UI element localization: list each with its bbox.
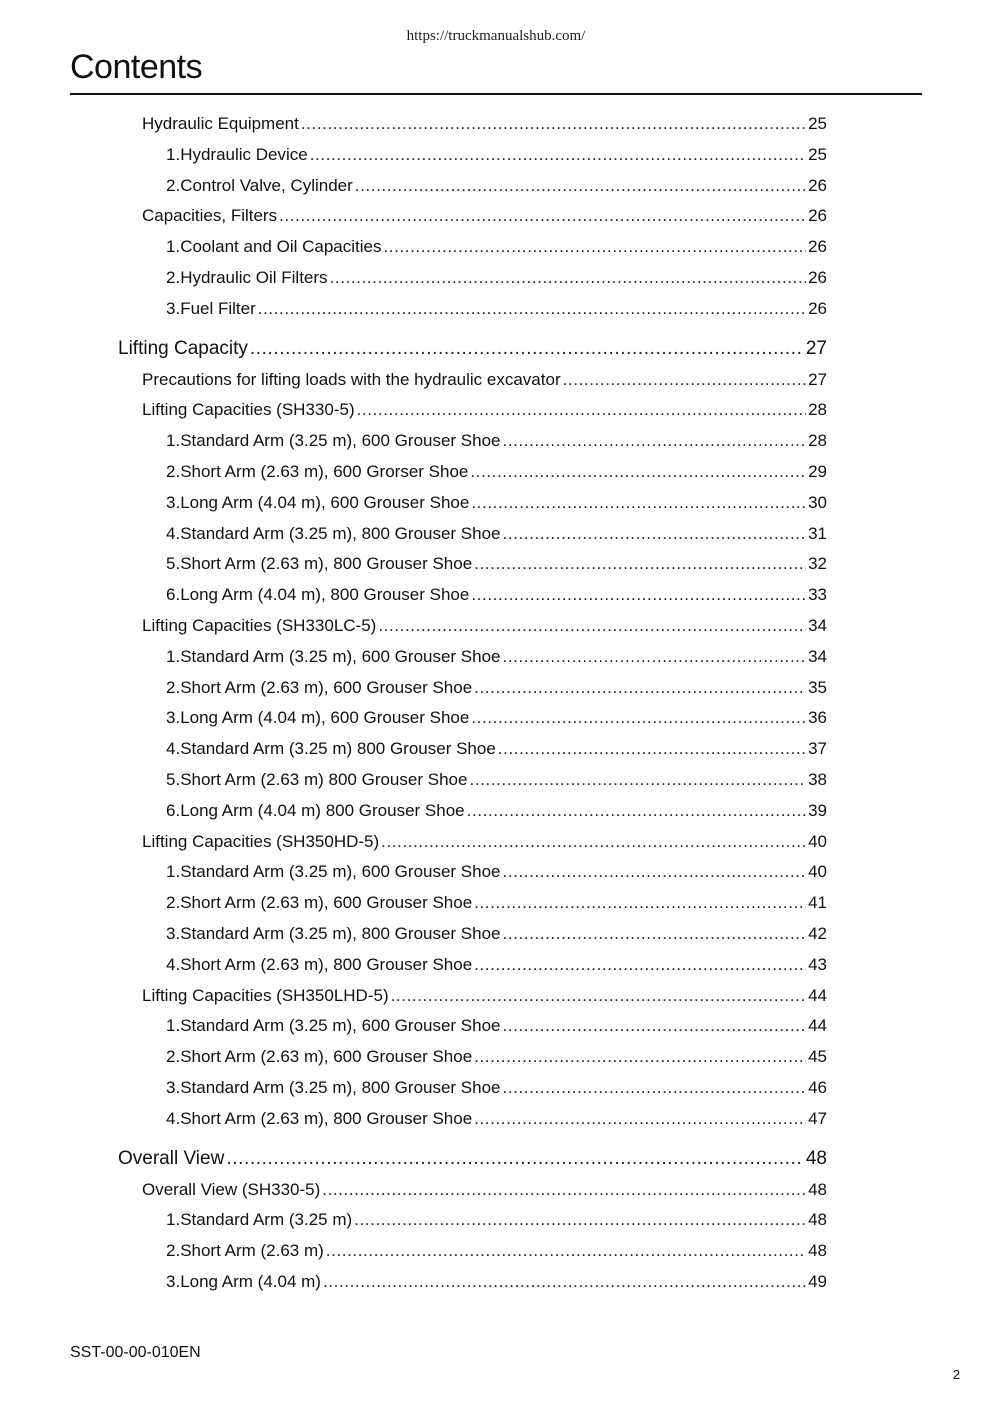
toc-entry-page: 25	[808, 114, 827, 133]
toc-entry[interactable]	[166, 1109, 827, 1129]
toc-entry-title: Standard Arm (3.25 m)	[180, 1210, 353, 1230]
toc-entry-number: 3.	[166, 492, 181, 512]
toc-entry[interactable]	[166, 524, 827, 544]
toc-entry-title: Long Arm (4.04 m)	[180, 1272, 321, 1291]
toc-entry-number: 6.	[166, 585, 181, 605]
toc-entry-title: Standard Arm (3.25 m), 600 Grouser Shoe	[180, 431, 501, 451]
toc-entry-title: Lifting Capacities (SH350LHD-5)	[142, 985, 389, 1005]
toc-entry-page: 33	[808, 585, 827, 605]
toc-entry-page: 49	[808, 1272, 827, 1291]
toc-entry-title: Lifting Capacities (SH350HD-5)	[142, 831, 380, 851]
toc-dot-leader	[471, 708, 806, 728]
toc-entry[interactable]	[166, 1272, 827, 1292]
toc-entry-page: 25	[808, 144, 827, 164]
toc-entry-number: 2.	[166, 268, 181, 287]
toc-entry-title: Standard Arm (3.25 m), 800 Grouser Shoe	[180, 1078, 501, 1097]
toc-entry-number: 3.	[166, 708, 181, 728]
toc-entry-number: 4.	[166, 523, 181, 543]
toc-entry-title: Long Arm (4.04 m), 600 Grouser Shoe	[180, 492, 470, 512]
toc-entry-page: 26	[808, 206, 827, 226]
toc-dot-leader	[258, 299, 806, 319]
toc-dot-leader	[469, 770, 806, 790]
toc-entry-page: 34	[808, 616, 827, 635]
toc-entry-title: Short Arm (2.63 m), 800 Grouser Shoe	[180, 1108, 473, 1128]
toc-entry-title: Hydraulic Equipment	[142, 114, 299, 133]
toc-entry-page: 48	[808, 1210, 827, 1230]
toc-entry-page: 47	[808, 1108, 827, 1128]
toc-entry-page: 30	[808, 492, 827, 512]
toc-entry-number: 3.	[166, 1272, 181, 1291]
document-id: SST-00-00-010EN	[70, 1344, 201, 1361]
toc-entry-page: 26	[808, 237, 827, 257]
toc-entry-number: 5.	[166, 770, 181, 789]
toc-entry-page: 35	[808, 677, 827, 697]
toc-dot-leader	[322, 1180, 806, 1200]
toc-entry[interactable]	[166, 955, 827, 975]
toc-entry[interactable]	[166, 493, 827, 513]
toc-entry-number: 3.	[166, 1078, 181, 1097]
toc-entry-page: 40	[808, 862, 827, 882]
toc-entry-number: 1.	[166, 431, 181, 451]
toc-entry[interactable]	[166, 299, 827, 319]
toc-entry-page: 44	[808, 1016, 827, 1036]
toc-dot-leader	[470, 462, 806, 482]
toc-entry[interactable]	[166, 268, 827, 288]
toc-entry-title: Overall View (SH330-5)	[142, 1179, 321, 1199]
toc-entry-page: 44	[808, 985, 827, 1005]
toc-entry-title: Short Arm (2.63 m), 600 Grouser Shoe	[180, 893, 473, 913]
toc-entry-title: Long Arm (4.04 m), 600 Grouser Shoe	[180, 708, 470, 728]
toc-entry[interactable]	[166, 176, 827, 196]
toc-entry[interactable]	[166, 924, 827, 944]
toc-entry-title: Hydraulic Device	[180, 144, 308, 164]
toc-dot-leader	[474, 554, 806, 574]
toc-entry-number: 5.	[166, 554, 181, 574]
toc-entry-page: 28	[808, 431, 827, 451]
toc-dot-leader	[471, 585, 806, 605]
toc-entry-title: Capacities, Filters	[142, 206, 278, 226]
toc-dot-leader	[323, 1272, 806, 1292]
toc-entry-title: Long Arm (4.04 m), 800 Grouser Shoe	[180, 585, 470, 605]
toc-entry-number: 1.	[166, 646, 181, 666]
toc-dot-leader	[474, 893, 806, 913]
toc-entry-page: 32	[808, 554, 827, 574]
toc-entry-number: 1.	[166, 144, 181, 164]
toc-entry[interactable]	[166, 1078, 827, 1098]
toc-entry[interactable]	[166, 1016, 827, 1036]
toc-entry-page: 29	[808, 462, 827, 481]
toc-entry-title: Short Arm (2.63 m), 600 Grorser Shoe	[180, 462, 469, 481]
toc-entry-number: 2.	[166, 677, 181, 697]
toc-entry-title: Short Arm (2.63 m)	[180, 1241, 324, 1261]
toc-entry-number: 2.	[166, 1241, 181, 1261]
toc-dot-leader	[471, 493, 806, 513]
toc-entry-number: 6.	[166, 800, 181, 820]
toc-entry-page: 43	[808, 954, 827, 974]
toc-entry-number: 1.	[166, 237, 181, 257]
toc-dot-leader	[310, 145, 806, 165]
toc-entry[interactable]	[142, 616, 827, 636]
toc-dot-leader	[279, 206, 806, 226]
header-url: https://truckmanualshub.com/	[406, 28, 586, 44]
toc-dot-leader	[503, 1078, 807, 1098]
toc-entry-title: Lifting Capacities (SH330LC-5)	[142, 616, 377, 635]
toc-entry[interactable]	[118, 338, 827, 360]
toc-dot-leader	[503, 647, 807, 667]
toc-entry[interactable]	[166, 893, 827, 913]
toc-dot-leader	[503, 524, 807, 544]
toc-entry-number: 2.	[166, 462, 181, 481]
toc-entry-page: 42	[808, 924, 827, 943]
toc-entry-page: 48	[805, 1147, 827, 1169]
toc-entry-title: Long Arm (4.04 m) 800 Grouser Shoe	[180, 800, 465, 820]
toc-entry-page: 41	[808, 893, 827, 913]
toc-entry-number: 1.	[166, 862, 181, 882]
toc-dot-leader	[378, 616, 806, 636]
toc-dot-leader	[474, 678, 806, 698]
toc-entry[interactable]	[166, 554, 827, 574]
toc-entry-page: 38	[808, 770, 827, 789]
toc-entry-title: Standard Arm (3.25 m), 600 Grouser Shoe	[180, 1016, 501, 1036]
toc-entry[interactable]	[166, 770, 827, 790]
toc-dot-leader	[301, 114, 806, 134]
toc-dot-leader	[381, 832, 806, 852]
toc-entry-title: Short Arm (2.63 m), 800 Grouser Shoe	[180, 954, 473, 974]
toc-entry-number: 1.	[166, 1210, 181, 1230]
toc-entry[interactable]	[166, 1241, 827, 1261]
toc-entry-number: 4.	[166, 739, 181, 759]
toc-dot-leader	[474, 955, 806, 975]
toc-entry-page: 28	[808, 400, 827, 420]
toc-entry-title: Precautions for lifting loads with the hydraulic excavator	[142, 369, 561, 389]
toc-entry-page: 48	[808, 1241, 827, 1261]
toc-entry-number: 4.	[166, 954, 181, 974]
toc-entry-title: Standard Arm (3.25 m), 800 Grouser Shoe	[180, 924, 501, 943]
toc-entry[interactable]	[166, 739, 827, 759]
toc-entry[interactable]	[142, 114, 827, 134]
toc-entry-page: 48	[808, 1179, 827, 1199]
toc-entry-title: Standard Arm (3.25 m), 600 Grouser Shoe	[180, 646, 501, 666]
page-title: Contents	[70, 48, 203, 86]
toc-entry-page: 46	[808, 1078, 827, 1097]
toc-entry-page: 40	[808, 831, 827, 851]
toc-entry-title: Fuel Filter	[180, 298, 256, 318]
toc-entry-title: Coolant and Oil Capacities	[180, 237, 382, 257]
toc-dot-leader	[226, 1148, 804, 1170]
toc-entry-title: Short Arm (2.63 m), 800 Grouser Shoe	[180, 554, 473, 574]
toc-entry[interactable]	[142, 400, 827, 420]
toc-entry-title: Short Arm (2.63 m) 800 Grouser Shoe	[180, 770, 468, 789]
toc-entry-title: Short Arm (2.63 m), 600 Grouser Shoe	[180, 1047, 473, 1067]
toc-entry-page: 37	[808, 739, 827, 759]
toc-entry-page: 26	[808, 298, 827, 318]
toc-entry[interactable]	[166, 462, 827, 482]
toc-entry-title: Standard Arm (3.25 m), 800 Grouser Shoe	[180, 523, 501, 543]
toc-dot-leader	[498, 739, 806, 759]
title-divider	[70, 93, 922, 95]
toc-entry-page: 36	[808, 708, 827, 728]
toc-dot-leader	[563, 370, 806, 390]
toc-entry[interactable]	[142, 206, 827, 226]
toc-dot-leader	[474, 1047, 806, 1067]
toc-entry-title: Overall View	[118, 1147, 225, 1169]
toc-entry[interactable]	[166, 431, 827, 451]
toc-entry-page: 27	[805, 337, 827, 359]
toc-entry-title: Lifting Capacity	[118, 337, 248, 359]
toc-entry-number: 2.	[166, 175, 181, 195]
toc-entry-number: 1.	[166, 1016, 181, 1036]
toc-entry-page: 26	[808, 268, 827, 287]
toc-entry-page: 39	[808, 800, 827, 820]
toc-entry-number: 4.	[166, 1108, 181, 1128]
toc-entry[interactable]	[166, 647, 827, 667]
toc-entry[interactable]	[166, 1047, 827, 1067]
toc-dot-leader	[355, 176, 806, 196]
toc-dot-leader	[503, 431, 807, 451]
toc-entry[interactable]	[166, 1210, 827, 1230]
page-number: 2	[952, 1367, 960, 1382]
toc-entry-number: 2.	[166, 1047, 181, 1067]
toc-entry[interactable]	[166, 678, 827, 698]
toc-entry-title: Standard Arm (3.25 m) 800 Grouser Shoe	[180, 739, 496, 759]
toc-entry-page: 27	[808, 369, 827, 389]
toc-entry-page: 45	[808, 1047, 827, 1067]
toc-entry[interactable]	[142, 986, 827, 1006]
toc-entry[interactable]	[142, 370, 827, 390]
toc-dot-leader	[467, 801, 806, 821]
toc-entry-title: Standard Arm (3.25 m), 600 Grouser Shoe	[180, 862, 501, 882]
toc-entry-number: 3.	[166, 924, 181, 943]
toc-entry-page: 26	[808, 175, 827, 195]
toc-dot-leader	[503, 1016, 807, 1036]
toc-entry-page: 34	[808, 646, 827, 666]
toc-entry[interactable]	[166, 585, 827, 605]
toc-dot-leader	[326, 1241, 806, 1261]
toc-dot-leader	[503, 924, 807, 944]
toc-dot-leader	[383, 237, 806, 257]
toc-dot-leader	[354, 1210, 806, 1230]
toc-entry-title: Short Arm (2.63 m), 600 Grouser Shoe	[180, 677, 473, 697]
toc-entry[interactable]	[166, 145, 827, 165]
toc-entry[interactable]	[118, 1148, 827, 1170]
toc-dot-leader	[330, 268, 807, 288]
toc-entry[interactable]	[166, 862, 827, 882]
toc-entry-page: 31	[808, 523, 827, 543]
toc-entry[interactable]	[166, 708, 827, 728]
toc-dot-leader	[503, 862, 807, 882]
toc-entry-title: Hydraulic Oil Filters	[180, 268, 328, 287]
toc-entry[interactable]	[166, 237, 827, 257]
toc-entry-title: Control Valve, Cylinder	[180, 175, 353, 195]
toc-entry[interactable]	[142, 1180, 827, 1200]
toc-entry[interactable]	[142, 832, 827, 852]
toc-entry-number: 3.	[166, 298, 181, 318]
toc-dot-leader	[250, 338, 804, 360]
toc-entry-title: Lifting Capacities (SH330-5)	[142, 400, 355, 420]
toc-dot-leader	[391, 986, 806, 1006]
toc-entry-number: 2.	[166, 893, 181, 913]
toc-dot-leader	[357, 400, 806, 420]
toc-dot-leader	[474, 1109, 806, 1129]
toc-entry[interactable]	[166, 801, 827, 821]
